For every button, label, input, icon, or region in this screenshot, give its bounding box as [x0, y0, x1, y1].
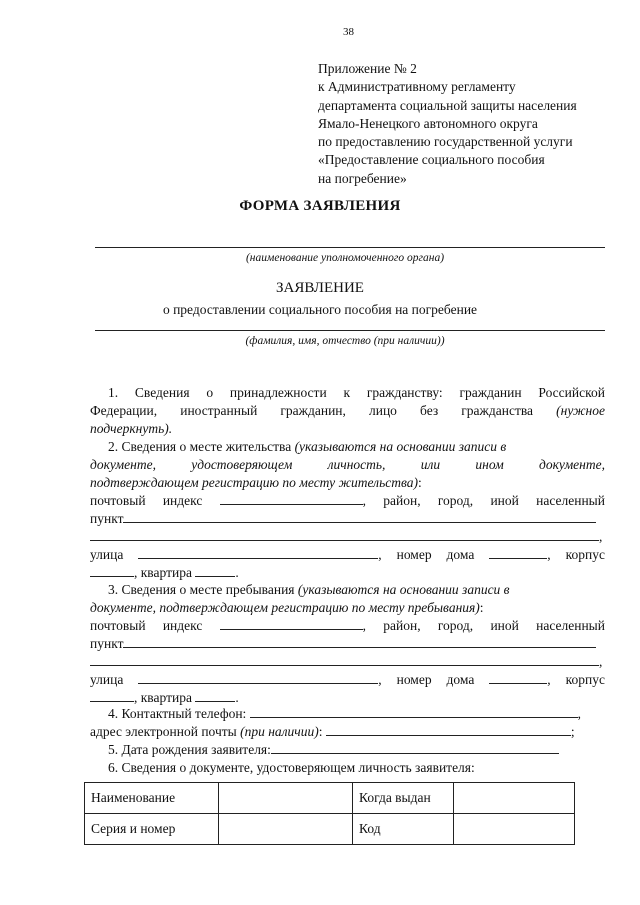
- word: лицо: [368, 403, 397, 418]
- word: номер: [396, 547, 432, 562]
- table-row: [85, 783, 575, 814]
- word: район,: [383, 618, 421, 633]
- word: индекс: [162, 618, 203, 633]
- table-cell-input[interactable]: [219, 783, 353, 814]
- word: дома: [446, 672, 475, 687]
- s2-postal-line: почтовый индекс , район, город, иной населенный: [90, 493, 605, 508]
- house-field[interactable]: [489, 671, 547, 684]
- word: населенный: [536, 493, 605, 508]
- street-field[interactable]: [138, 546, 378, 559]
- house-field[interactable]: [489, 546, 547, 559]
- word: почтовый: [90, 493, 146, 508]
- s2-line3: [90, 474, 605, 492]
- settlement-field-cont[interactable]: [90, 653, 599, 666]
- s3-extra-line: ,: [90, 653, 605, 671]
- table-cell-input[interactable]: [219, 814, 353, 845]
- word: удостоверяющем: [191, 457, 293, 472]
- s5-line: [108, 741, 605, 759]
- s1-line2: [90, 402, 605, 420]
- form-title: ФОРМА ЗАЯВЛЕНИЯ: [239, 198, 401, 214]
- postal-index-field[interactable]: [220, 617, 363, 630]
- word: без: [420, 403, 439, 418]
- s2-extra-line: ,: [90, 528, 605, 546]
- s4-email-line: адрес электронной почты (при наличии): ;: [90, 724, 575, 739]
- appendix-line: «Предоставление социального пособия: [318, 152, 545, 168]
- s3-note: документе, подтверждающем регистрацию по месту пребывания): [90, 600, 480, 615]
- appendix-line: на погребение»: [318, 170, 407, 186]
- s3-point-line: [90, 635, 605, 653]
- word: принадлежности: [229, 385, 327, 400]
- word: улица: [90, 672, 124, 687]
- authority-line[interactable]: [95, 247, 605, 248]
- appendix-line: по предоставлению государственной услуги: [318, 134, 573, 150]
- s3-lead: 3. Сведения о месте пребывания: [108, 582, 295, 597]
- colon: :: [417, 475, 422, 490]
- word: гражданин: [459, 385, 522, 400]
- colon: :: [318, 724, 323, 739]
- word: документе,: [90, 457, 156, 472]
- birthdate-field[interactable]: [271, 741, 559, 754]
- word: город,: [437, 618, 474, 633]
- word: Российской: [538, 385, 605, 400]
- apartment-field[interactable]: [195, 564, 235, 577]
- email-note: (при наличии): [240, 724, 319, 739]
- fio-caption: (фамилия, имя, отчество (при наличии)): [245, 335, 445, 347]
- word: иной: [490, 493, 519, 508]
- birthdate-label: 5. Дата рождения заявителя:: [108, 742, 271, 757]
- s2-line2: [90, 456, 605, 474]
- s1-line3: подчеркнуть).: [90, 421, 173, 436]
- postal-index-field[interactable]: [220, 492, 363, 505]
- phone-label: 4. Контактный телефон:: [108, 706, 247, 721]
- s2-apt-line: , квартира .: [90, 564, 605, 582]
- word: квартира: [140, 565, 192, 580]
- authority-caption: (наименование уполномоченного органа): [245, 252, 445, 264]
- table-cell-label: Код: [353, 814, 454, 845]
- settlement-field[interactable]: [123, 510, 596, 523]
- word: дома: [446, 547, 475, 562]
- word: населенный: [536, 618, 605, 633]
- email-field[interactable]: [326, 723, 571, 736]
- table-cell-label: Наименование: [85, 783, 219, 814]
- word: к: [343, 385, 351, 400]
- s2-lead: 2. Сведения о месте жительства: [108, 439, 292, 454]
- word: Федерации,: [90, 403, 158, 418]
- apartment-field[interactable]: [195, 689, 235, 702]
- s6-line: 6. Сведения о документе, удостоверяющем личность заявителя:: [108, 760, 475, 775]
- appendix-line: к Административному регламенту: [318, 79, 516, 95]
- s4-phone-line: 4. Контактный телефон: ,: [108, 706, 582, 721]
- s1-line1: [108, 384, 605, 402]
- appendix-line: департамента социальной защиты населения: [318, 97, 577, 113]
- word: гражданин,: [280, 403, 346, 418]
- word: иностранный: [180, 403, 258, 418]
- appendix-header: [318, 60, 577, 188]
- appendix-line: Ямало-Ненецкого автономного округа: [318, 115, 538, 131]
- word: корпус: [565, 672, 605, 687]
- fio-line[interactable]: [95, 330, 605, 331]
- word: Сведения: [134, 385, 190, 400]
- word: корпус: [565, 547, 605, 562]
- word: личность,: [327, 457, 386, 472]
- word: или: [420, 457, 441, 472]
- s2-point-line: [90, 510, 605, 528]
- settlement-field-cont[interactable]: [90, 528, 599, 541]
- s3-line2: [90, 599, 605, 617]
- word: (нужное: [556, 403, 605, 418]
- word: индекс: [162, 493, 203, 508]
- word: гражданству:: [366, 385, 443, 400]
- word: пункт: [90, 511, 124, 526]
- table-cell-label: Когда выдан: [353, 783, 454, 814]
- korpus-field[interactable]: [90, 564, 134, 577]
- s3-postal-line: почтовый индекс , район, город, иной населенный: [90, 618, 605, 633]
- s3-street-line: улица , номер дома , корпус: [90, 672, 605, 687]
- s2-note: подтверждающем регистрацию по месту жительства): [90, 475, 418, 490]
- statement-subtitle: о предоставлении социального пособия на погребение: [162, 302, 478, 317]
- word: документе,: [539, 457, 605, 472]
- street-field[interactable]: [138, 671, 378, 684]
- word: почтовый: [90, 618, 146, 633]
- s2-note: (указываются на основании записи в: [294, 439, 507, 454]
- table-cell-input[interactable]: [454, 814, 575, 845]
- email-label: адрес электронной почты: [90, 724, 237, 739]
- word: улица: [90, 547, 124, 562]
- table-cell-label: Серия и номер: [85, 814, 219, 845]
- word: район,: [383, 493, 421, 508]
- word: пункт: [90, 636, 124, 651]
- word: номер: [396, 672, 432, 687]
- s2-line1: [108, 438, 605, 456]
- s3-apt-line: , квартира .: [90, 689, 605, 707]
- word: 1.: [108, 385, 119, 400]
- word: ином: [475, 457, 504, 472]
- colon: :: [479, 600, 484, 615]
- word: город,: [437, 493, 474, 508]
- table-cell-input[interactable]: [454, 783, 575, 814]
- phone-field[interactable]: [250, 705, 578, 718]
- settlement-field[interactable]: [123, 635, 596, 648]
- word: иной: [490, 618, 519, 633]
- word: квартира: [140, 690, 192, 705]
- s3-note: (указываются на основании записи в: [297, 582, 510, 597]
- word: о: [206, 385, 214, 400]
- identity-document-table: [84, 782, 575, 845]
- s2-street-line: улица , номер дома , корпус: [90, 547, 605, 562]
- word: гражданства: [461, 403, 534, 418]
- s3-line1: [108, 581, 605, 599]
- korpus-field[interactable]: [90, 689, 134, 702]
- table-row: [85, 814, 575, 845]
- appendix-line: Приложение № 2: [318, 61, 417, 76]
- statement-title: ЗАЯВЛЕНИЕ: [276, 280, 364, 296]
- page-number: 38: [343, 26, 354, 38]
